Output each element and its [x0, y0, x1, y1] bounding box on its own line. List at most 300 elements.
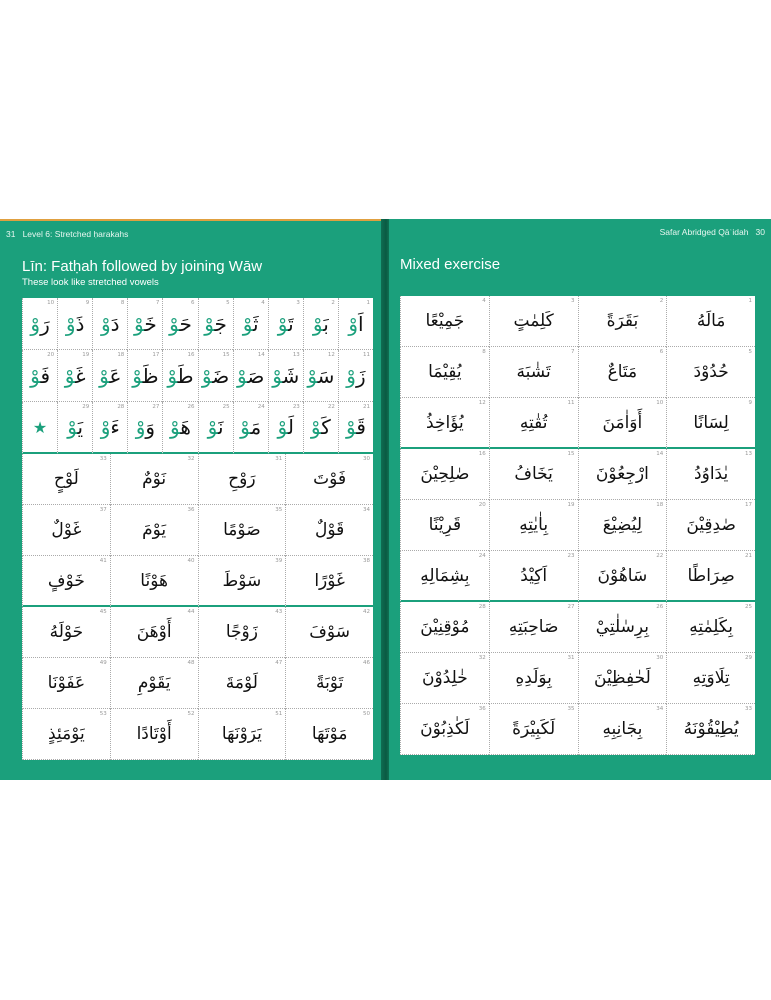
- cell-number: 19: [567, 502, 575, 508]
- letter-waw: وْ: [346, 363, 356, 388]
- word-cell: [285, 709, 373, 760]
- cell-number: 14: [257, 352, 265, 358]
- arabic-word: تُقٰتِهِ: [519, 412, 548, 433]
- letter-waw: وْ: [67, 415, 78, 439]
- right-running-head: [660, 227, 765, 237]
- arabic-word: بِوَلَدِهِ: [515, 668, 552, 688]
- letter-base: طَ: [177, 363, 194, 388]
- word-cell: [578, 653, 667, 704]
- letter-cell: [268, 298, 303, 350]
- letter-cell: [233, 402, 268, 454]
- letter-pair: [169, 312, 192, 336]
- cell-number: 12: [478, 400, 486, 406]
- cell-number: 20: [478, 502, 486, 508]
- arabic-word: يَوْمَ: [142, 520, 167, 540]
- letter-waw: وْ: [100, 415, 111, 439]
- cell-number: 46: [363, 660, 370, 666]
- cell-number: 35: [567, 706, 575, 712]
- letter-base: نَ: [217, 415, 224, 439]
- word-cell: [489, 551, 578, 602]
- letter-pair: [66, 312, 85, 336]
- cell-number: 14: [656, 451, 664, 457]
- arabic-word: قَرِيْنًا: [428, 515, 462, 535]
- word-cell: [400, 704, 489, 755]
- letter-pair: [243, 312, 259, 336]
- cell-number: 16: [187, 352, 195, 358]
- cell-number: 32: [187, 456, 195, 462]
- arabic-word: نَوْمٌ: [142, 469, 167, 489]
- right-page: [389, 219, 771, 780]
- arabic-word: خٰلِدُوْنَ: [422, 668, 468, 688]
- cell-number: 27: [152, 404, 160, 410]
- word-cell: [666, 704, 755, 755]
- letter-base: هَ: [180, 415, 191, 439]
- arabic-word: قَوْلٌ: [315, 520, 345, 540]
- letter-waw: وْ: [277, 415, 288, 439]
- word-cell: [666, 296, 755, 347]
- cell-number: 53: [99, 711, 107, 717]
- letter-base: عَ: [109, 363, 122, 388]
- letter-waw: وْ: [167, 363, 178, 388]
- word-cell: [489, 449, 578, 500]
- letter-cell: [233, 350, 268, 402]
- section-subtitle: These look like stretched vowels: [22, 277, 159, 288]
- letter-base: جَ: [214, 311, 227, 336]
- letter-waw: وْ: [307, 363, 318, 388]
- letter-base: لَ: [287, 415, 294, 439]
- arabic-word: سَوْفَ: [309, 622, 350, 642]
- star-icon: ★: [32, 417, 48, 437]
- cell-number: 15: [567, 451, 575, 457]
- cell-number: 48: [187, 660, 195, 666]
- letter-base: وَ: [145, 415, 156, 439]
- letter-waw: وْ: [310, 415, 322, 439]
- arabic-word: سَوْطَ: [222, 570, 262, 591]
- letter-pair: [134, 312, 157, 336]
- cell-number: 10: [656, 400, 664, 406]
- letter-pair: [237, 364, 264, 388]
- letter-cell: [22, 350, 57, 402]
- letter-pair: [278, 415, 294, 439]
- word-cell: [489, 500, 578, 551]
- cell-number: 2: [331, 300, 335, 306]
- letter-pair: [346, 415, 366, 439]
- cell-number: 3: [571, 298, 575, 304]
- cell-number: 1: [748, 298, 752, 304]
- letter-cell: [338, 402, 373, 454]
- cell-number: 42: [363, 609, 370, 615]
- letter-cell: [162, 298, 197, 350]
- letter-pair: [348, 312, 363, 336]
- letter-cell: [198, 402, 233, 454]
- cell-number: 30: [656, 655, 664, 661]
- letter-cell: [268, 350, 303, 402]
- word-cell: [198, 505, 286, 556]
- letter-waw: وْ: [65, 311, 76, 336]
- letter-cell: [198, 350, 233, 402]
- arabic-word: سَاهُوْنَ: [597, 565, 648, 586]
- book-title: Safar Abridged Qāʿidah: [659, 227, 749, 237]
- cell-number: 20: [47, 352, 55, 358]
- arabic-word: بَقَرَةً: [606, 311, 639, 331]
- letter-waw: وْ: [207, 415, 218, 439]
- cell-number: 23: [292, 404, 300, 410]
- letter-base: شَ: [282, 363, 300, 388]
- letter-waw: وْ: [134, 311, 145, 336]
- cell-number: 33: [99, 456, 107, 462]
- arabic-word: اَكِيْدُ: [520, 565, 548, 586]
- letter-base: غَ: [75, 363, 86, 388]
- letter-base: بَ: [323, 311, 329, 336]
- letter-base: سَ: [317, 363, 335, 388]
- cell-number: 1: [366, 300, 370, 306]
- letter-pair: [99, 364, 121, 388]
- letter-base: رَ: [40, 311, 50, 336]
- letter-base: خَ: [144, 311, 157, 336]
- word-cell: [198, 454, 286, 505]
- word-cell: [400, 296, 489, 347]
- word-cell: [578, 398, 667, 449]
- word-cell: [110, 658, 198, 709]
- letter-waw: وْ: [169, 311, 180, 336]
- word-cell: [578, 347, 667, 398]
- word-cell: [110, 556, 198, 607]
- arabic-word: مَتَاعٌ: [607, 362, 638, 382]
- cell-number: 41: [99, 558, 107, 564]
- word-cell: [285, 658, 373, 709]
- letter-pair: [132, 364, 158, 388]
- letter-pair: [101, 312, 120, 336]
- word-cell: [22, 556, 110, 607]
- word-cell: [110, 607, 198, 658]
- arabic-word: لِيُضِيْعَ: [602, 515, 642, 535]
- word-cell: [400, 449, 489, 500]
- word-cell: [489, 602, 578, 653]
- letter-pair: [240, 415, 261, 439]
- letter-waw: وْ: [170, 415, 181, 439]
- word-cell: [578, 500, 667, 551]
- cell-number: 44: [187, 609, 195, 615]
- letter-grid: [22, 298, 373, 454]
- chapter-label: Level 6: Stretched ḥarakahs: [22, 229, 129, 239]
- arabic-word: لَكٰذِبُوْنَ: [420, 719, 470, 739]
- word-cell: [400, 347, 489, 398]
- word-cell: [198, 658, 286, 709]
- arabic-word: يُؤَاخِذُ: [426, 412, 464, 433]
- cell-number: 10: [47, 300, 55, 306]
- cell-number: 23: [567, 553, 575, 559]
- letter-waw: وْ: [64, 363, 76, 388]
- letter-pair: [307, 364, 334, 388]
- left-running-head: [6, 229, 128, 239]
- arabic-word: يَقَوْمِ: [137, 673, 171, 693]
- letter-cell: [233, 298, 268, 350]
- cell-number: 33: [745, 706, 752, 712]
- arabic-word: بِكَلِمٰتِهِ: [689, 617, 734, 637]
- letter-pair: [204, 312, 227, 336]
- cell-number: 37: [99, 507, 107, 513]
- arabic-word: لِسَانًا: [693, 412, 729, 433]
- arabic-word: مُوْقِنِيْنَ: [420, 617, 470, 637]
- word-cell: [110, 454, 198, 505]
- cell-number: 43: [275, 609, 283, 615]
- letter-base: قَ: [356, 415, 366, 439]
- word-cell: [400, 551, 489, 602]
- letter-cell: [92, 298, 127, 350]
- word-cell: [578, 449, 667, 500]
- letter-pair: [278, 312, 294, 336]
- word-cell: [489, 347, 578, 398]
- cell-number: 45: [99, 609, 107, 615]
- letter-cell: [268, 402, 303, 454]
- cell-number: 24: [257, 404, 265, 410]
- letter-base: دَ: [110, 311, 120, 336]
- letter-waw: وْ: [204, 311, 215, 336]
- cell-number: 4: [482, 298, 486, 304]
- cell-number: 22: [656, 553, 664, 559]
- letter-pair: [67, 415, 83, 439]
- letter-cell: [92, 350, 127, 402]
- right-word-grid: [400, 296, 755, 755]
- letter-pair: [30, 364, 50, 388]
- word-cell: [285, 607, 373, 658]
- word-cell: [666, 449, 755, 500]
- letter-cell: [127, 298, 162, 350]
- cell-number: 7: [155, 300, 160, 306]
- cell-number: 15: [222, 352, 230, 358]
- cell-number: 47: [275, 660, 283, 666]
- word-cell: [22, 454, 110, 505]
- cell-number: 4: [261, 300, 265, 306]
- letter-waw: وْ: [346, 415, 357, 439]
- cell-number: 31: [567, 655, 575, 661]
- letter-base: فَ: [40, 363, 51, 388]
- arabic-word: فَوْتَ: [313, 469, 347, 489]
- letter-cell: [127, 402, 162, 454]
- letter-waw: وْ: [30, 363, 41, 388]
- letter-pair: [208, 415, 224, 439]
- letter-waw: وْ: [272, 363, 283, 388]
- word-cell: [489, 704, 578, 755]
- cell-number: 17: [152, 352, 160, 358]
- word-cell: [198, 709, 286, 760]
- left-page: [0, 219, 383, 780]
- cell-number: 34: [656, 706, 664, 712]
- letter-waw: وْ: [30, 311, 41, 336]
- word-cell: [22, 607, 110, 658]
- letter-waw: وْ: [312, 311, 324, 336]
- cell-number: 21: [363, 404, 370, 410]
- letter-pair: [170, 415, 191, 439]
- word-cell: [578, 296, 667, 347]
- arabic-word: رَوْحِ: [228, 469, 256, 489]
- left-word-grid: [22, 454, 373, 760]
- letter-cell: [162, 402, 197, 454]
- arabic-word: جَمِيْعًا: [425, 311, 465, 331]
- letter-pair: [101, 415, 120, 439]
- letter-cell: [22, 402, 57, 454]
- cell-number: 16: [478, 451, 486, 457]
- word-cell: [666, 602, 755, 653]
- arabic-word: بِاٰيٰتِهِ: [519, 515, 549, 535]
- arabic-word: أَوْتَادًا: [136, 724, 172, 744]
- cell-number: 5: [226, 300, 230, 306]
- word-cell: [578, 704, 667, 755]
- arabic-word: تَوْبَةً: [315, 673, 344, 693]
- cell-number: 34: [363, 507, 370, 513]
- arabic-word: لَكَبِيْرَةً: [512, 719, 556, 739]
- letter-cell: [303, 350, 338, 402]
- cell-number: 26: [656, 604, 664, 610]
- arabic-word: حُدُوْدَ: [693, 362, 729, 382]
- letter-base: ذَ: [75, 311, 85, 336]
- letter-base: اَ: [358, 311, 364, 336]
- cell-number: 11: [363, 352, 370, 358]
- word-cell: [400, 398, 489, 449]
- cell-number: 31: [275, 456, 283, 462]
- letter-cell: [57, 298, 92, 350]
- cell-number: 51: [275, 711, 283, 717]
- cell-number: 8: [120, 300, 125, 306]
- cell-number: 13: [292, 352, 300, 358]
- cell-number: 25: [745, 604, 752, 610]
- cell-number: 9: [85, 300, 90, 306]
- letter-base: يَ: [77, 415, 84, 439]
- cell-number: 12: [327, 352, 335, 358]
- word-cell: [22, 709, 110, 760]
- word-cell: [578, 551, 667, 602]
- letter-cell: [338, 298, 373, 350]
- section-title: Mixed exercise: [400, 256, 501, 273]
- word-cell: [666, 500, 755, 551]
- cell-number: 17: [745, 502, 752, 508]
- letter-cell: [303, 402, 338, 454]
- arabic-word: يُقِيْمَا: [428, 362, 462, 382]
- word-cell: [198, 607, 286, 658]
- letter-pair: [136, 415, 155, 439]
- cell-number: 3: [296, 300, 300, 306]
- cell-number: 36: [187, 507, 195, 513]
- letter-base: مَ: [250, 415, 262, 439]
- cell-number: 32: [478, 655, 486, 661]
- letter-base: كَ: [321, 415, 331, 439]
- letter-cell: [92, 402, 127, 454]
- letter-waw: وْ: [242, 311, 254, 336]
- cell-number: 24: [478, 553, 486, 559]
- word-cell: [400, 500, 489, 551]
- arabic-word: هَوْنًا: [140, 570, 168, 591]
- letter-waw: وْ: [100, 311, 111, 336]
- cell-number: 38: [363, 558, 370, 564]
- cell-number: 22: [327, 404, 335, 410]
- cell-number: 6: [191, 300, 195, 306]
- section-title: Līn: Fatḥah followed by joining Wāw: [22, 258, 263, 275]
- letter-base: تَ: [288, 311, 294, 336]
- cell-number: 13: [745, 451, 752, 457]
- letter-base: ظَ: [142, 363, 159, 388]
- letter-base: زَ: [355, 363, 366, 388]
- word-cell: [22, 658, 110, 709]
- cell-number: 40: [187, 558, 195, 564]
- letter-cell: [57, 402, 92, 454]
- letter-pair: [202, 364, 229, 388]
- word-cell: [400, 653, 489, 704]
- arabic-word: غَوْلٌ: [51, 520, 82, 540]
- letter-cell: [198, 298, 233, 350]
- letter-cell: [162, 350, 197, 402]
- cell-number: 49: [99, 660, 107, 666]
- cell-number: 35: [275, 507, 283, 513]
- cell-number: 9: [748, 400, 752, 406]
- arabic-word: كَلِمٰتٍ: [513, 311, 554, 331]
- cell-number: 7: [571, 349, 575, 355]
- arabic-word: تِلَاوَتِهِ: [692, 668, 730, 688]
- arabic-word: صٰدِقِيْنَ: [686, 515, 736, 535]
- letter-cell: [22, 298, 57, 350]
- arabic-word: يُطِيْقُوْنَهُ: [683, 719, 739, 739]
- page-number: 30: [755, 227, 765, 237]
- letter-waw: وْ: [240, 415, 251, 439]
- word-cell: [22, 505, 110, 556]
- cell-number: 6: [659, 349, 664, 355]
- cell-number: 25: [222, 404, 230, 410]
- cell-number: 18: [117, 352, 125, 358]
- letter-waw: وْ: [237, 363, 248, 388]
- page-number: 31: [6, 229, 16, 239]
- letter-pair: [65, 364, 86, 388]
- word-cell: [110, 709, 198, 760]
- cell-number: 26: [187, 404, 195, 410]
- word-cell: [400, 602, 489, 653]
- cell-number: 11: [567, 400, 575, 406]
- letter-pair: [30, 312, 49, 336]
- arabic-word: ارْجِعُوْنَ: [595, 464, 649, 484]
- arabic-word: بِشِمَالِهِ: [420, 565, 470, 586]
- arabic-word: مَوْتَهَا: [311, 724, 348, 744]
- word-cell: [285, 556, 373, 607]
- cell-number: 30: [363, 456, 370, 462]
- letter-base: صَ: [247, 363, 265, 388]
- arabic-word: مَالَهُ: [696, 311, 726, 331]
- letter-pair: [167, 364, 193, 388]
- arabic-word: يٰدَاوُدُ: [694, 464, 729, 484]
- letter-cell: [127, 350, 162, 402]
- letter-pair: [272, 364, 299, 388]
- letter-waw: وْ: [99, 363, 110, 388]
- cell-number: 28: [478, 604, 486, 610]
- arabic-word: يَرَوْنَهَا: [221, 724, 262, 744]
- cell-number: 5: [748, 349, 752, 355]
- letter-pair: [346, 364, 365, 388]
- letter-base: حَ: [179, 311, 192, 336]
- cell-number: 50: [363, 711, 370, 717]
- letter-waw: وْ: [277, 311, 289, 336]
- word-cell: [110, 505, 198, 556]
- arabic-word: أَوَاٰمَنَ: [602, 412, 643, 433]
- word-cell: [285, 505, 373, 556]
- arabic-word: لَحٰفِظِيْنَ: [593, 668, 651, 688]
- arabic-word: خَوْفٍ: [47, 570, 85, 591]
- word-cell: [578, 602, 667, 653]
- arabic-word: بِرِسٰلٰتِيْ: [595, 617, 650, 637]
- arabic-word: لَوْمَةَ: [225, 673, 258, 693]
- letter-waw: وْ: [132, 363, 143, 388]
- arabic-word: زَوْجًا: [225, 622, 258, 642]
- letter-waw: وْ: [348, 311, 359, 336]
- word-cell: [489, 296, 578, 347]
- letter-pair: [311, 415, 331, 439]
- letter-base: ثَ: [253, 311, 259, 336]
